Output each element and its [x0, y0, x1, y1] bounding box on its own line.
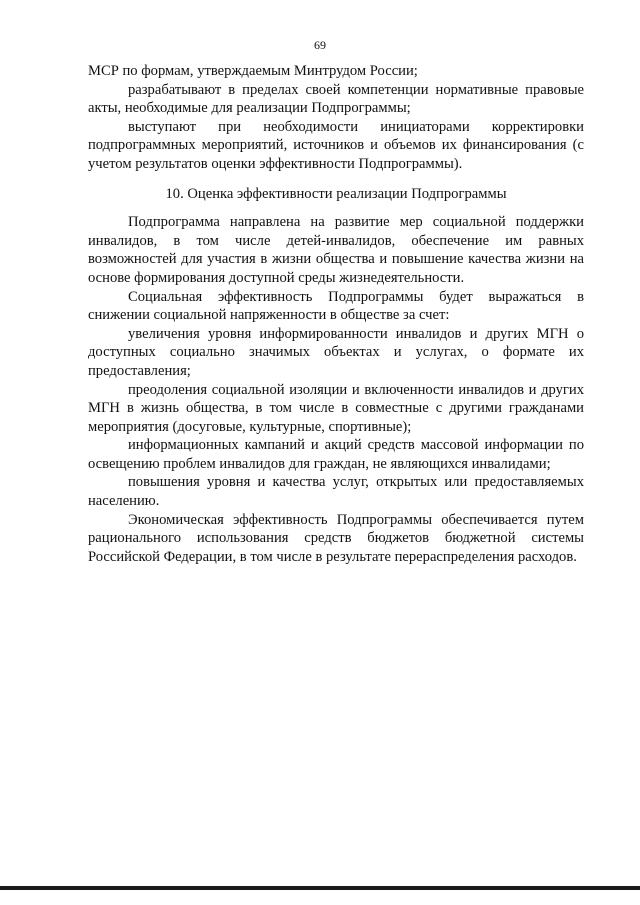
section-heading: 10. Оценка эффективности реализации Подпрограммы — [165, 185, 507, 202]
bottom-border-line — [0, 886, 640, 890]
page-number: 69 — [314, 38, 326, 52]
document-body — [88, 62, 584, 566]
intro-paragraph-1: МСР по формам, утверждаемым Минтрудом России; — [88, 63, 418, 79]
section-paragraph-4: преодоления социальной изоляции и включенности инвалидов и других МГН в жизнь общества, в том числе в совместные с другими гражданами мероприятия (досуговые, культурные, спортивные); — [88, 381, 584, 435]
intro-paragraph-3: выступают при необходимости инициаторами корректировки подпрограммных мероприятий, источников и объемов их финансирования (с учетом результатов оценки эффективности Подпрограммы). — [88, 118, 584, 172]
section-paragraph-1: Подпрограмма направлена на развитие мер социальной поддержки инвалидов, в том числе детей-инвалидов, обеспечение им равных возможностей для участия в жизни общества и повышение качества жизни на основе формирования доступной среды жизнедеятельности. — [88, 214, 584, 286]
intro-paragraph-2: разрабатывают в пределах своей компетенции нормативные правовые акты, необходимые для реализации Подпрограммы; — [88, 81, 584, 117]
section-paragraph-6: повышения уровня и качества услуг, открытых или предоставляемых населению. — [88, 474, 584, 510]
section-paragraph-7: Экономическая эффективность Подпрограммы обеспечивается путем рационального использования средств бюджетов бюджетной системы Российской Федерации, в том числе в результате перераспределения расходов. — [88, 511, 584, 565]
section-paragraph-3: увеличения уровня информированности инвалидов и других МГН о доступных социально значимых объектах и услугах, о формате их предоставления; — [88, 325, 584, 379]
section-paragraph-2: Социальная эффективность Подпрограммы будет выражаться в снижении социальной напряженности в обществе за счет: — [88, 288, 584, 324]
section-paragraph-5: информационных кампаний и акций средств массовой информации по освещению проблем инвалидов для граждан, не являющихся инвалидами; — [88, 437, 584, 472]
